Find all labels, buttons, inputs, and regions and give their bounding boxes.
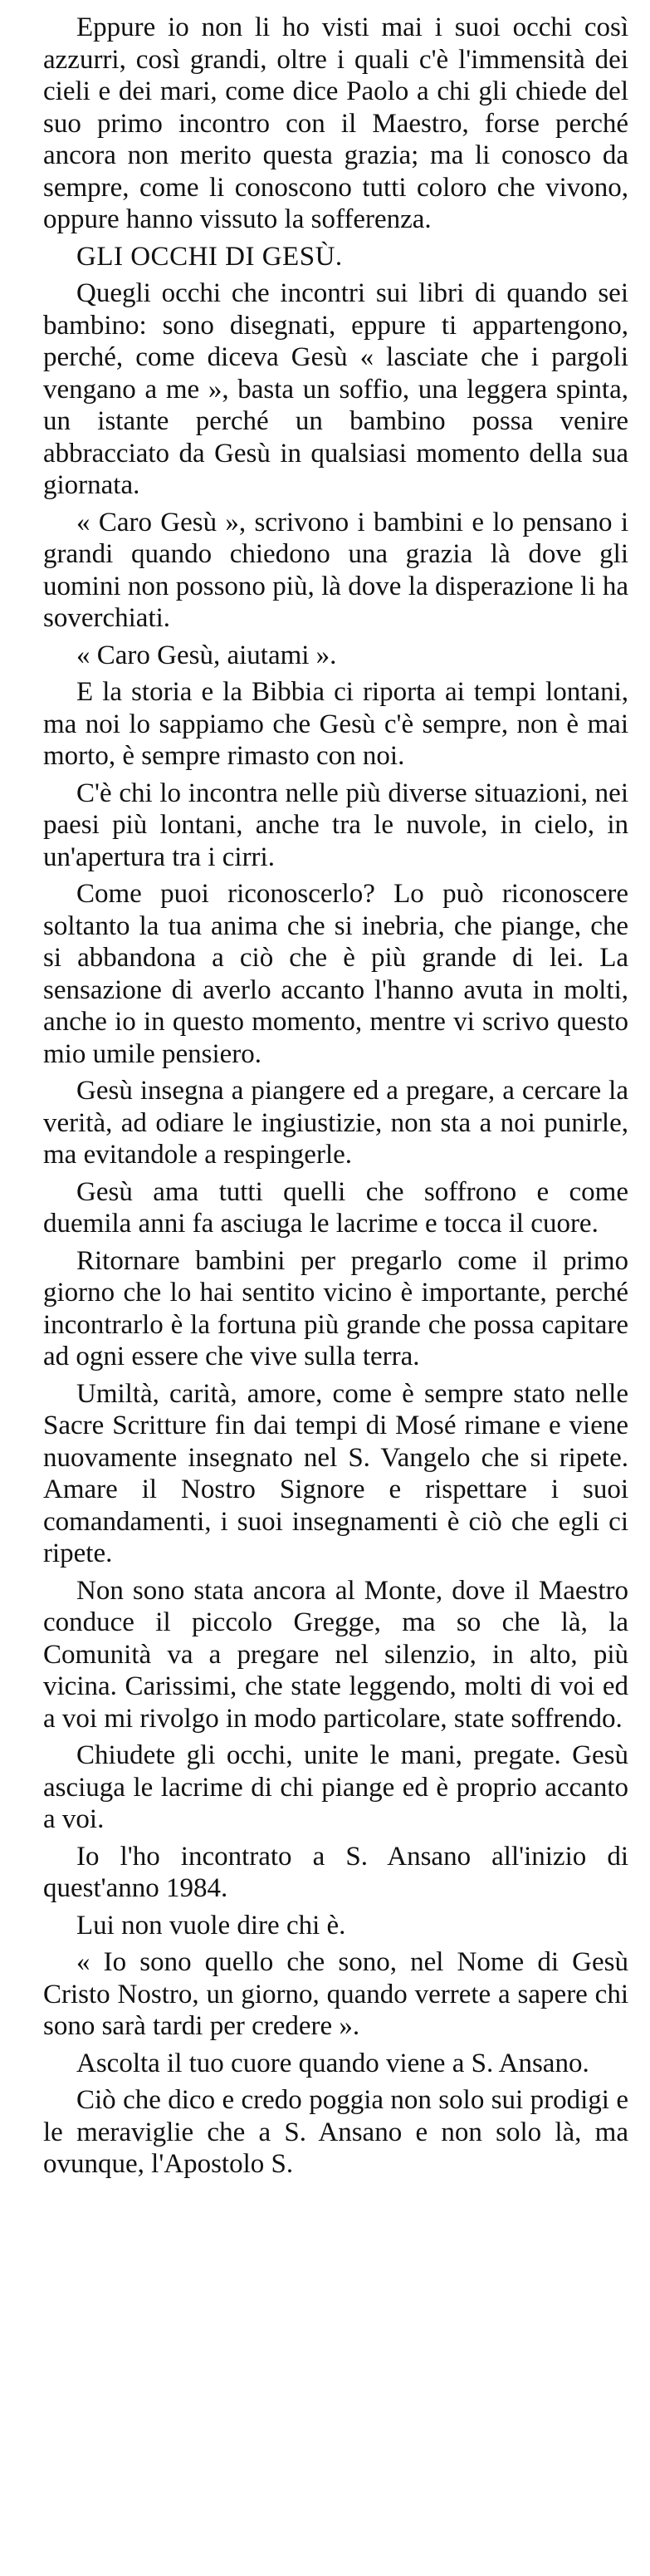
paragraph-2: Quegli occhi che incontri sui libri di quando sei bambino: sono disegnati, eppure ti appartengono, perché, come diceva Gesù « lasciate che i pargoli vengano a me », basta un soffio, una leggera spinta, un istante perché un bambino possa venire abbracciato da Gesù in qualsiasi momento della sua giornata. xyxy=(43,278,628,500)
paragraph-12: Non sono stata ancora al Monte, dove il Maestro conduce il piccolo Gregge, ma so che là, la Comunità va a pregare nel silenzio, in alto, più vicina. Carissimi, che state leggendo, molti di voi ed a voi mi rivolgo in modo particolare, state soffrendo. xyxy=(43,1575,628,1734)
paragraph-10: Ritornare bambini per pregarlo come il primo giorno che lo hai sentito vicino è importante, perché incontrarlo è la fortuna più grande che possa capitare ad ogni essere che vive sulla terra. xyxy=(43,1245,628,1371)
paragraph-15: Lui non vuole dire chi è. xyxy=(76,1910,346,1941)
paragraph-4: « Caro Gesù, aiutami ». xyxy=(76,640,337,670)
paragraph-18: Ciò che dico e credo poggia non solo sui prodigi e le meraviglie che a S. Ansano e non solo là, ma ovunque, l'Apostolo S. xyxy=(43,2085,628,2179)
section-heading: GLI OCCHI DI GESÙ. xyxy=(76,241,343,272)
paragraph-6: C'è chi lo incontra nelle più diverse situazioni, nei paesi più lontani, anche tra le nuvole, in cielo, in un'apertura tra i cirri. xyxy=(43,778,628,872)
paragraph-7: Come puoi riconoscerlo? Lo può riconoscere soltanto la tua anima che si inebria, che piange, che si abbandona a ciò che è più grande di lei. La sensazione di averlo accanto l'hanno avuta in molti, anche io in questo momento, mentre vi scrivo questo mio umile pensiero. xyxy=(43,879,628,1069)
paragraph-17: Ascolta il tuo cuore quando viene a S. Ansano. xyxy=(76,2048,589,2078)
paragraph-3: « Caro Gesù », scrivono i bambini e lo pensano i grandi quando chiedono una grazia là dove gli uomini non possono più, là dove la disperazione li ha soverchiati. xyxy=(43,507,628,633)
paragraph-8: Gesù insegna a piangere ed a pregare, a cercare la verità, ad odiare le ingiustizie, non sta a noi punirle, ma evitandole a respingerle. xyxy=(43,1076,628,1170)
paragraph-13: Chiudete gli occhi, unite le mani, pregate. Gesù asciuga le lacrime di chi piange ed è proprio accanto a voi. xyxy=(43,1740,628,1834)
paragraph-11: Umiltà, carità, amore, come è sempre stato nelle Sacre Scritture fin dai tempi di Mosé rimane e viene nuovamente insegnato nel S. Vangelo che si ripete. Amare il Nostro Signore e rispettare i suoi comandamenti, i suoi insegnamenti è ciò che egli ci ripete. xyxy=(43,1378,628,1568)
paragraph-9: Gesù ama tutti quelli che soffrono e come duemila anni fa asciuga le lacrime e tocca il cuore. xyxy=(43,1176,628,1239)
paragraph-1: Eppure io non li ho visti mai i suoi occhi così azzurri, così grandi, oltre i quali c'è l'immensità dei cieli e dei mari, come dice Paolo a chi gli chiede del suo primo incontro con il Maestro, forse perché ancora non merito questa grazia; ma li conosco da sempre, come li conoscono tutti coloro che vivono, oppure hanno vissuto la sofferenza. xyxy=(43,12,628,234)
paragraph-14: Io l'ho incontrato a S. Ansano all'inizio di quest'anno 1984. xyxy=(43,1841,628,1903)
paragraph-16: « Io sono quello che sono, nel Nome di Gesù Cristo Nostro, un giorno, quando verrete a sapere chi sono sarà tardi per credere ». xyxy=(43,1947,628,2041)
paragraph-5: E la storia e la Bibbia ci riporta ai tempi lontani, ma noi lo sappiamo che Gesù c'è sempre, non è mai morto, è sempre rimasto con noi. xyxy=(43,677,628,771)
